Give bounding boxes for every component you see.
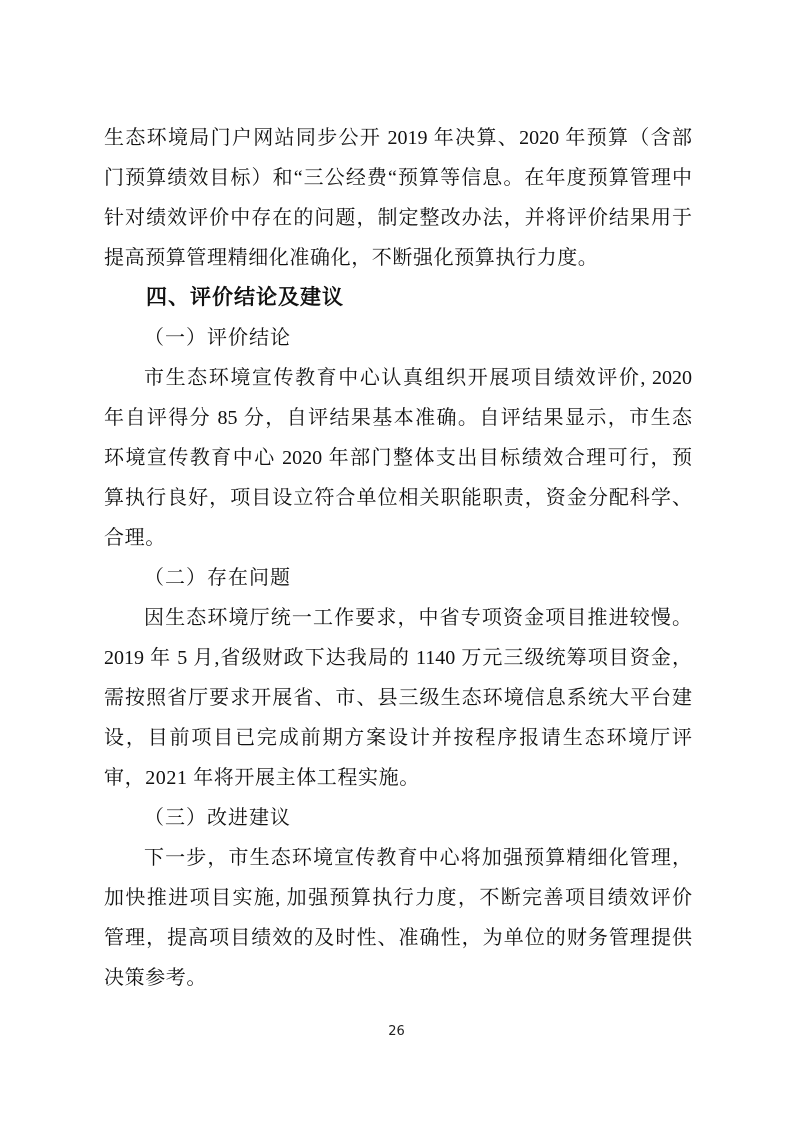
paragraph	[104, 118, 692, 278]
text-line: 提高预算管理精细化准确化，不断强化预算执行力度。	[104, 247, 599, 269]
paragraph	[104, 598, 692, 798]
text-line: 市生态环境宣传教育中心认真组织开展项目绩效评价, 2020	[144, 367, 692, 389]
text-line: 加快推进项目实施, 加强预算执行力度，不断完善项目绩效评价	[104, 887, 692, 909]
text-line: 设，目前项目已完成前期方案设计并按程序报请生态环境厅评	[104, 727, 692, 749]
sub-heading: （三）改进建议	[144, 807, 291, 829]
text-line: 合理。	[104, 527, 166, 549]
page-footer	[0, 1024, 793, 1039]
text-line: 2019 年 5 月,省级财政下达我局的 1140 万元三级统筹项目资金，	[104, 647, 692, 669]
paragraph	[104, 358, 692, 558]
paragraph	[104, 838, 692, 998]
section-heading: 四、评价结论及建议	[146, 286, 344, 309]
text-line: 针对绩效评价中存在的问题，制定整改办法，并将评价结果用于	[104, 207, 692, 229]
text-line: 门预算绩效目标）和“三公经费“预算等信息。在年度预算管理中	[104, 167, 692, 189]
text-line: 因生态环境厅统一工作要求，中省专项资金项目推进较慢。	[144, 607, 692, 629]
sub-heading: （一）评价结论	[144, 327, 291, 349]
text-line: 生态环境局门户网站同步公开 2019 年决算、2020 年预算（含部	[104, 127, 692, 149]
text-line: 下一步，市生态环境宣传教育中心将加强预算精细化管理，	[144, 847, 692, 869]
page-number: 26	[388, 1024, 405, 1039]
text-line: 审，2021 年将开展主体工程实施。	[104, 767, 420, 789]
text-line: 管理，提高项目绩效的及时性、准确性，为单位的财务管理提供	[104, 927, 692, 949]
sub-heading: （二）存在问题	[144, 567, 291, 589]
document-content	[104, 118, 692, 998]
text-line: 年自评得分 85 分，自评结果基本准确。自评结果显示，市生态	[104, 407, 692, 429]
text-line: 算执行良好，项目设立符合单位相关职能职责，资金分配科学、	[104, 487, 692, 509]
text-line: 环境宣传教育中心 2020 年部门整体支出目标绩效合理可行，预	[104, 447, 692, 469]
text-line: 决策参考。	[104, 967, 207, 989]
text-line: 需按照省厅要求开展省、市、县三级生态环境信息系统大平台建	[104, 687, 692, 709]
